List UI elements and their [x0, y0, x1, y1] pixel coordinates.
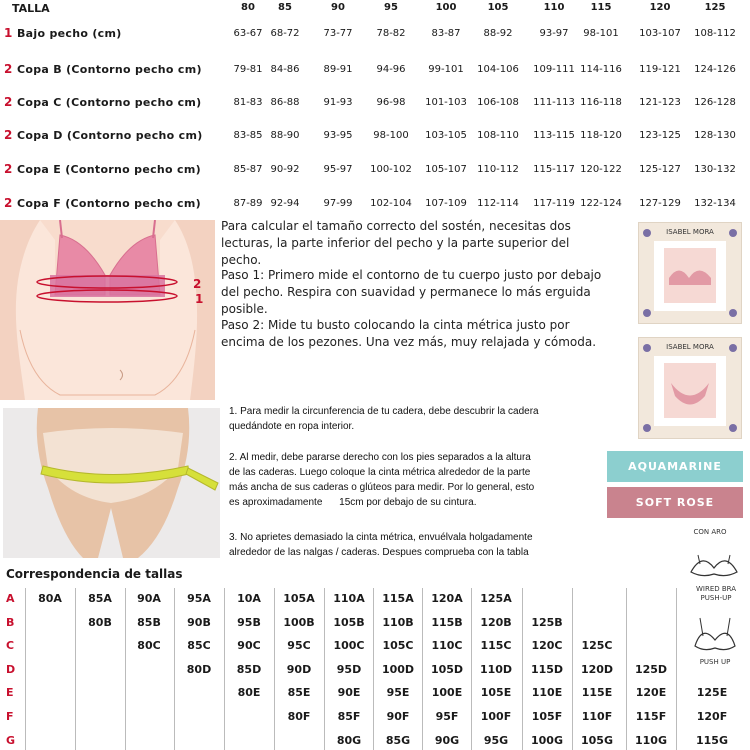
size-cell: 114-116: [580, 64, 622, 75]
correspondence-cell: 85D: [236, 662, 262, 676]
size-cell: 91-93: [323, 97, 353, 108]
size-cell: 87-89: [233, 198, 263, 209]
table-divider: [25, 588, 26, 750]
size-cell: 107-109: [425, 198, 467, 209]
push-up-bra-icon: [692, 614, 738, 654]
size-cell: 100-102: [370, 164, 412, 175]
row-label: Copa E (Contorno pecho cm): [17, 163, 201, 176]
correspondence-cell: 80G: [336, 733, 362, 747]
correspondence-cell: 80A: [38, 592, 62, 605]
size-cell: 101-103: [425, 97, 467, 108]
row-marker: 2: [4, 196, 13, 210]
correspondence-cell: 95G: [483, 733, 509, 747]
correspondence-cell: 125C: [581, 639, 613, 653]
bra-type-mid-label: WIRED BRA: [695, 585, 737, 593]
correspondence-cell: 90E: [337, 686, 361, 700]
correspondence-cell: 90A: [137, 592, 161, 605]
cup-letter-G: G: [6, 733, 16, 747]
size-cell: 84-86: [270, 64, 300, 75]
table-divider: [373, 588, 374, 750]
correspondence-cell: 95B: [237, 615, 261, 629]
product-bra-image: [639, 223, 741, 323]
size-cell: 108-112: [694, 28, 736, 39]
cup-letter-B: B: [6, 615, 15, 629]
size-cell: 93-97: [539, 28, 569, 39]
product-box-bra: [638, 222, 742, 324]
correspondence-cell: 110G: [635, 733, 667, 747]
correspondence-cell: 90G: [434, 733, 460, 747]
size-cell: 78-82: [376, 28, 406, 39]
swatch-soft-rose-label: SOFT ROSE: [635, 496, 715, 509]
correspondence-cell: 105F: [531, 710, 563, 723]
product-panty-image: [639, 338, 741, 438]
size-cell: 120-122: [580, 164, 622, 175]
correspondence-cell: 90D: [286, 662, 312, 676]
size-cell: 126-128: [694, 97, 736, 108]
table-divider: [522, 588, 523, 750]
swatch-aquamarine-label: AQUAMARINE: [628, 460, 722, 473]
hip-step3-text: 3. No aprietes demasiado la cinta métrica, envuélvala holgadamente alrededor de las nalgas / caderas. Despues comprueba con la tabla: [229, 532, 533, 558]
swatch-soft-rose[interactable]: [607, 487, 743, 518]
size-cell: 110-112: [477, 164, 519, 175]
correspondence-cell: 110C: [431, 639, 463, 653]
size-cell: 111-113: [533, 97, 575, 108]
table-divider: [174, 588, 175, 750]
correspondence-cell: 110D: [479, 662, 513, 676]
correspondence-cell: 110F: [581, 710, 613, 723]
correspondence-cell: 125A: [480, 592, 512, 605]
correspondence-cell: 80C: [137, 639, 161, 653]
correspondence-cell: 125D: [634, 662, 668, 676]
correspondence-cell: 115B: [431, 615, 463, 629]
correspondence-title: Correspondencia de tallas: [6, 567, 183, 581]
size-header-105: 105: [487, 2, 509, 13]
size-cell: 106-108: [477, 97, 519, 108]
cup-letter-A: A: [6, 592, 15, 605]
row-marker: 1: [4, 26, 13, 40]
correspondence-cell: 110E: [531, 686, 563, 700]
size-cell: 105-107: [425, 164, 467, 175]
row-marker: 2: [4, 95, 13, 109]
size-header-125: 125: [704, 2, 726, 13]
correspondence-cell: 85B: [137, 615, 161, 629]
size-header-100: 100: [435, 2, 457, 13]
row-label: Copa F (Contorno pecho cm): [17, 197, 201, 210]
correspondence-cell: 80F: [287, 710, 311, 723]
size-cell: 81-83: [233, 97, 263, 108]
size-cell: 112-114: [477, 198, 519, 209]
correspondence-cell: 105B: [333, 615, 365, 629]
correspondence-cell: 110A: [333, 592, 365, 605]
bust-marker-1: 1: [195, 292, 204, 306]
size-header-115: 115: [590, 2, 612, 13]
product-brand-text-2: ISABEL MORA: [666, 343, 714, 351]
size-header-85: 85: [278, 2, 292, 13]
swatch-aquamarine[interactable]: [607, 451, 743, 482]
size-cell: 104-106: [477, 64, 519, 75]
size-cell: 103-105: [425, 130, 467, 141]
correspondence-cell: 115E: [581, 686, 613, 700]
size-cell: 130-132: [694, 164, 736, 175]
row-label: Bajo pecho (cm): [17, 27, 122, 40]
product-box-panty: [638, 337, 742, 439]
correspondence-cell: 95F: [435, 710, 459, 723]
size-cell: 108-110: [477, 130, 519, 141]
size-cell: 83-85: [233, 130, 263, 141]
size-cell: 92-94: [270, 198, 300, 209]
correspondence-cell: 125E: [696, 686, 728, 700]
size-cell: 86-88: [270, 97, 300, 108]
correspondence-cell: 115A: [382, 592, 414, 605]
correspondence-cell: 85A: [88, 592, 112, 605]
correspondence-cell: 85G: [385, 733, 411, 747]
table-divider: [626, 588, 627, 750]
correspondence-cell: 95C: [287, 639, 311, 653]
size-cell: 93-95: [323, 130, 353, 141]
correspondence-cell: 85F: [337, 710, 361, 723]
size-cell: 63-67: [233, 28, 263, 39]
size-cell: 124-126: [694, 64, 736, 75]
correspondence-cell: 115F: [635, 710, 667, 723]
correspondence-cell: 120F: [696, 710, 728, 723]
size-header-110: 110: [543, 2, 565, 13]
correspondence-cell: 10A: [237, 592, 261, 605]
size-header-80: 80: [241, 2, 255, 13]
size-cell: 109-111: [533, 64, 575, 75]
correspondence-cell: 115C: [480, 639, 512, 653]
correspondence-cell: 100G: [531, 733, 563, 747]
size-header-90: 90: [331, 2, 345, 13]
correspondence-cell: 80D: [186, 662, 212, 676]
product-brand-text: ISABEL MORA: [666, 228, 714, 236]
correspondence-cell: 95D: [336, 662, 362, 676]
table-divider: [224, 588, 225, 750]
hip-figure-image: [3, 408, 220, 558]
correspondence-cell: 115G: [696, 733, 728, 747]
size-header-120: 120: [649, 2, 671, 13]
table-divider: [676, 588, 677, 750]
size-cell: 115-117: [533, 164, 575, 175]
size-cell: 68-72: [270, 28, 300, 39]
row-label: Copa B (Contorno pecho cm): [17, 63, 202, 76]
row-marker: 2: [4, 62, 13, 76]
bra-type-bottom-label: PUSH UP: [699, 658, 731, 666]
size-cell: 98-100: [373, 130, 409, 141]
size-cell: 113-115: [533, 130, 575, 141]
hip-step2-text-b: 15cm por debajo de su cintura.: [339, 497, 477, 508]
size-cell: 102-104: [370, 198, 412, 209]
correspondence-cell: 120D: [580, 662, 614, 676]
correspondence-cell: 90B: [187, 615, 211, 629]
size-cell: 122-124: [580, 198, 622, 209]
correspondence-cell: 120E: [635, 686, 667, 700]
cup-letter-C: C: [6, 639, 15, 653]
table-divider: [471, 588, 472, 750]
size-cell: 88-92: [483, 28, 513, 39]
bust-intro-text: Para calcular el tamaño correcto del sostén, necesitas dos lecturas, la parte inferior del pecho y la parte superior del pecho.: [221, 219, 571, 267]
size-header-95: 95: [384, 2, 398, 13]
correspondence-cell: 95E: [386, 686, 410, 700]
table-divider: [125, 588, 126, 750]
wired-bra-icon: [688, 550, 740, 580]
correspondence-cell: 120C: [531, 639, 563, 653]
row-label: Copa D (Contorno pecho cm): [17, 129, 203, 142]
hip-step2-text: [229, 450, 539, 510]
correspondence-cell: 85C: [187, 639, 211, 653]
size-cell: 125-127: [639, 164, 681, 175]
correspondence-cell: 100B: [283, 615, 315, 629]
row-marker: 2: [4, 162, 13, 176]
hip-step2-text-a: 2. Al medir, debe pararse derecho con los pies separados a la altura de las caderas. Luego coloque la cinta métrica alrededor de la parte más ancha de sus caderas o glúteos para medir. Por lo general, esto es aproximadamente: [229, 452, 535, 508]
bust-step2-text: Paso 2: Mide tu busto colocando la cinta métrica justo por encima de los pezones. Una vez más, muy relajada y cómoda.: [221, 318, 597, 349]
table-divider: [324, 588, 325, 750]
size-cell: 123-125: [639, 130, 681, 141]
size-cell: 121-123: [639, 97, 681, 108]
size-cell: 79-81: [233, 64, 263, 75]
bust-figure-image: [0, 220, 215, 400]
correspondence-cell: 105E: [480, 686, 512, 700]
size-cell: 132-134: [694, 198, 736, 209]
size-cell: 83-87: [431, 28, 461, 39]
correspondence-cell: 100F: [480, 710, 512, 723]
correspondence-cell: 90C: [237, 639, 261, 653]
size-cell: 103-107: [639, 28, 681, 39]
bust-marker-2: 2: [193, 277, 202, 291]
correspondence-cell: 125B: [531, 615, 563, 629]
correspondence-cell: 115D: [530, 662, 564, 676]
size-cell: 116-118: [580, 97, 622, 108]
correspondence-cell: 100E: [431, 686, 463, 700]
size-cell: 73-77: [323, 28, 353, 39]
size-cell: 117-119: [533, 198, 575, 209]
correspondence-cell: 80B: [88, 615, 112, 629]
correspondence-cell: 120B: [480, 615, 512, 629]
size-cell: 118-120: [580, 130, 622, 141]
correspondence-cell: 120A: [431, 592, 463, 605]
table-divider: [572, 588, 573, 750]
size-cell: 85-87: [233, 164, 263, 175]
correspondence-cell: 95A: [187, 592, 211, 605]
correspondence-cell: 85E: [287, 686, 311, 700]
correspondence-cell: 100D: [381, 662, 415, 676]
bra-type-mid-label2: PUSH-UP: [700, 594, 732, 602]
size-cell: 96-98: [376, 97, 406, 108]
size-cell: 97-99: [323, 198, 353, 209]
table-divider: [75, 588, 76, 750]
hip-illustration: [3, 408, 220, 558]
correspondence-cell: 105C: [382, 639, 414, 653]
table-divider: [422, 588, 423, 750]
correspondence-cell: 80E: [237, 686, 261, 700]
correspondence-cell: 105G: [581, 733, 613, 747]
size-cell: 94-96: [376, 64, 406, 75]
size-header-label: TALLA: [12, 2, 50, 15]
row-marker: 2: [4, 128, 13, 142]
cup-letter-D: D: [6, 662, 16, 676]
correspondence-cell: 105A: [283, 592, 315, 605]
correspondence-cell: 100C: [333, 639, 365, 653]
correspondence-cell: 110B: [382, 615, 414, 629]
size-cell: 88-90: [270, 130, 300, 141]
size-cell: 119-121: [639, 64, 681, 75]
bust-illustration: [0, 220, 215, 400]
row-label: Copa C (Contorno pecho cm): [17, 96, 202, 109]
bra-type-top-label: CON ARO: [693, 528, 727, 536]
bust-step1-text: Paso 1: Primero mide el contorno de tu cuerpo justo por debajo del pecho. Respira con suavidad y permanece lo más erguida posible.: [221, 268, 602, 316]
size-cell: 98-101: [583, 28, 619, 39]
size-cell: 127-129: [639, 198, 681, 209]
correspondence-cell: 105D: [430, 662, 464, 676]
cup-letter-F: F: [6, 710, 14, 723]
size-cell: 95-97: [323, 164, 353, 175]
correspondence-cell: 90F: [386, 710, 410, 723]
table-divider: [274, 588, 275, 750]
size-cell: 99-101: [428, 64, 464, 75]
hip-step1-text: 1. Para medir la circunferencia de tu cadera, debe descubrir la cadera quedándote en ropa interior.: [229, 406, 539, 432]
cup-letter-E: E: [6, 686, 14, 700]
size-cell: 90-92: [270, 164, 300, 175]
size-cell: 128-130: [694, 130, 736, 141]
size-cell: 89-91: [323, 64, 353, 75]
